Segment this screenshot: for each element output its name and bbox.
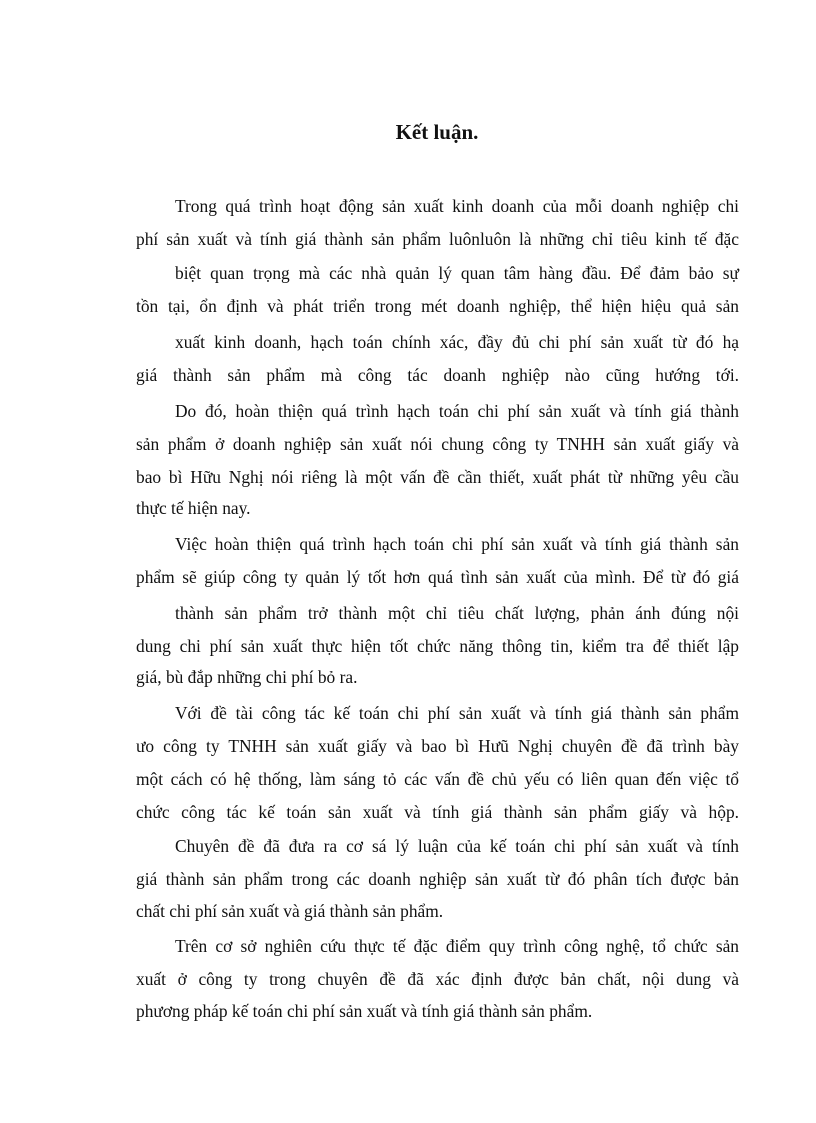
text-line: xuất kinh doanh, hạch toán chính xác, đầy đủ chi phí sản xuất từ đó hạ bbox=[175, 332, 739, 352]
text-line: Việc hoàn thiện quá trình hạch toán chi phí sản xuất và tính giá thành sản bbox=[175, 534, 739, 554]
text-line: Với đề tài công tác kế toán chi phí sản xuất và tính giá thành sản phẩm bbox=[175, 703, 739, 723]
text-line: Chuyên đề đã đưa ra cơ sá lý luận của kế toán chi phí sản xuất và tính bbox=[175, 836, 739, 856]
text-line: xuất ở công ty trong chuyên đề đã xác định được bản chất, nội dung và bbox=[136, 969, 739, 989]
text-line: dung chi phí sản xuất thực hiện tốt chức năng thông tin, kiểm tra để thiết lập bbox=[136, 636, 739, 656]
text-line: giá, bù đắp những chi phí bỏ ra. bbox=[136, 667, 358, 687]
text-line: chất chi phí sản xuất và giá thành sản phẩm. bbox=[136, 901, 444, 921]
text-line: bao bì Hữu Nghị nói riêng là một vấn đề cần thiết, xuất phát từ những yêu cầu bbox=[136, 467, 739, 487]
text-line: thực tế hiện nay. bbox=[136, 498, 251, 518]
text-line: giá thành sản phẩm trong các doanh nghiệp sản xuất từ đó phân tích được bản bbox=[136, 869, 739, 889]
text-line: thành sản phẩm trở thành một chỉ tiêu chất lượng, phản ánh đúng nội bbox=[175, 603, 739, 623]
text-line: Trên cơ sở nghiên cứu thực tế đặc điểm quy trình công nghệ, tổ chức sản bbox=[175, 936, 739, 956]
text-line: phí sản xuất và tính giá thành sản phẩm luônluôn là những chỉ tiêu kinh tế đặc bbox=[136, 229, 739, 249]
page-title: Kết luận. bbox=[395, 120, 479, 144]
text-line: Trong quá trình hoạt động sản xuất kinh doanh của mỗi doanh nghiệp chi bbox=[175, 196, 739, 216]
text-line: chức công tác kế toán sản xuất và tính giá thành sản phẩm giấy và hộp. bbox=[136, 802, 739, 822]
text-line: sản phẩm ở doanh nghiệp sản xuất nói chung công ty TNHH sản xuất giấy và bbox=[136, 434, 739, 454]
text-line: ưo công ty TNHH sản xuất giấy và bao bì Hưũ Nghị chuyên đề đã trình bày bbox=[136, 736, 739, 756]
text-line: biệt quan trọng mà các nhà quản lý quan tâm hàng đầu. Để đảm bảo sự bbox=[175, 263, 739, 283]
text-line: phẩm sẽ giúp công ty quản lý tốt hơn quá tình sản xuất của mình. Để từ đó giá bbox=[136, 567, 739, 587]
text-line: phương pháp kế toán chi phí sản xuất và tính giá thành sản phẩm. bbox=[136, 1001, 593, 1021]
text-line: một cách có hệ thống, làm sáng tỏ các vấn đề chủ yếu có liên quan đến việc tổ bbox=[136, 769, 739, 789]
text-line: giá thành sản phẩm mà công tác doanh nghiệp nào cũng hướng tới. bbox=[136, 365, 739, 385]
text-line: Do đó, hoàn thiện quá trình hạch toán chi phí sản xuất và tính giá thành bbox=[175, 401, 739, 421]
text-line: tồn tại, ổn định và phát triển trong mét doanh nghiệp, thể hiện hiệu quả sản bbox=[136, 296, 739, 316]
